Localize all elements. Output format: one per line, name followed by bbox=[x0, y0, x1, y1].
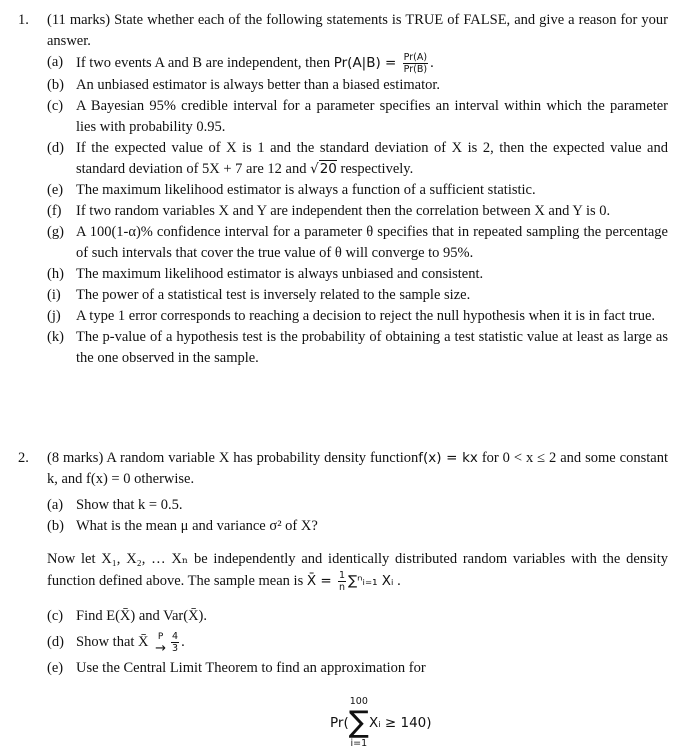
fraction: $\frac{Pr(A)}{Pr(B)}$ bbox=[403, 52, 428, 75]
question-1-number: 1. bbox=[18, 12, 29, 28]
q1-item-h: (h) The maximum likelihood estimator is always unbiased and consistent. bbox=[47, 266, 484, 282]
q1-item-d: (d) If the expected value of X is 1 and the standard deviation of X is 2, then the expected value and standard deviation of 5X + 7 are 12 and √20 respectively. bbox=[47, 140, 668, 177]
question-2-paragraph: Now let X₁, X₂, … Xₙ be independently and identically distributed random variables with the density function defined above. The sample mean is X̄ = $\frac{1}{n}$ ∑ⁿᵢ₌₁ Xᵢ . bbox=[47, 551, 668, 593]
q2-item-a: (a) Show that k = 0.5. bbox=[47, 497, 183, 513]
q1-item-f: (f) If two random variables X and Y are independent then the correlation between X and Y is 0. bbox=[47, 203, 611, 219]
q1-item-c: (c) A Bayesian 95% credible interval for a parameter specifies an interval within which the parameter lies with probability 0.95. bbox=[47, 98, 668, 135]
question-1-items bbox=[47, 52, 668, 369]
q1-item-j: (j) A type 1 error corresponds to reaching a decision to reject the null hypothesis when it is in fact true. bbox=[47, 308, 656, 324]
q1-item-i: (i) The power of a statistical test is inversely related to the sample size. bbox=[47, 287, 471, 303]
q1-item-b: (b) An unbiased estimator is always better than a biased estimator. bbox=[47, 77, 441, 93]
convergence-arrow: P → bbox=[155, 631, 167, 656]
sigma-symbol: 100 ∑ i=1 bbox=[348, 696, 369, 749]
question-2-items-cde bbox=[47, 603, 668, 681]
q2-item-e: (e) Use the Central Limit Theorem to find an approximation for bbox=[47, 660, 426, 676]
q1-item-a: (a) If two events A and B are independent, then Pr(A|B) = $\frac{Pr(A)}{Pr(B)}$ . bbox=[47, 52, 434, 75]
q2-item-c: (c) Find E(X̄) and Var(X̄). bbox=[47, 608, 208, 624]
fraction: $\frac{1}{n}$ bbox=[339, 570, 346, 593]
question-1-intro: (11 marks) State whether each of the following statements is TRUE of FALSE, and give a reason for your answer. bbox=[47, 12, 668, 49]
sqrt-symbol: √ bbox=[310, 161, 319, 177]
summation-equation: Pr( 100 ∑ i=1 Xᵢ ≥ 140) bbox=[330, 696, 432, 749]
question-2-intro: (8 marks) A random variable X has probability density functionf(x) = kx for 0 < x ≤ 2 and some constant k, and f(x) = 0 otherwise. bbox=[47, 450, 668, 487]
fraction: $\frac{4}{3}$ bbox=[172, 631, 179, 655]
question-2 bbox=[18, 448, 668, 681]
q1-item-g: (g) A 100(1-α)% confidence interval for a parameter θ specifies that in repeated sampling the percentage of such intervals that cover the true value of θ will converge to 95%. bbox=[47, 224, 668, 261]
q2-item-b: (b) What is the mean μ and variance σ² of X? bbox=[47, 518, 318, 534]
q1-item-k: (k) The p-value of a hypothesis test is the probability of obtaining a test statistic value at least as large as the one observed in the sample. bbox=[47, 329, 668, 366]
question-2-number: 2. bbox=[18, 450, 29, 466]
question-2-items-ab bbox=[47, 495, 668, 537]
question-1 bbox=[18, 10, 668, 369]
q1-item-e: (e) The maximum likelihood estimator is always a function of a sufficient statistic. bbox=[47, 182, 536, 198]
q2-item-d: (d) Show that X̄ P → $\frac{4}{3}$ . bbox=[47, 631, 185, 656]
